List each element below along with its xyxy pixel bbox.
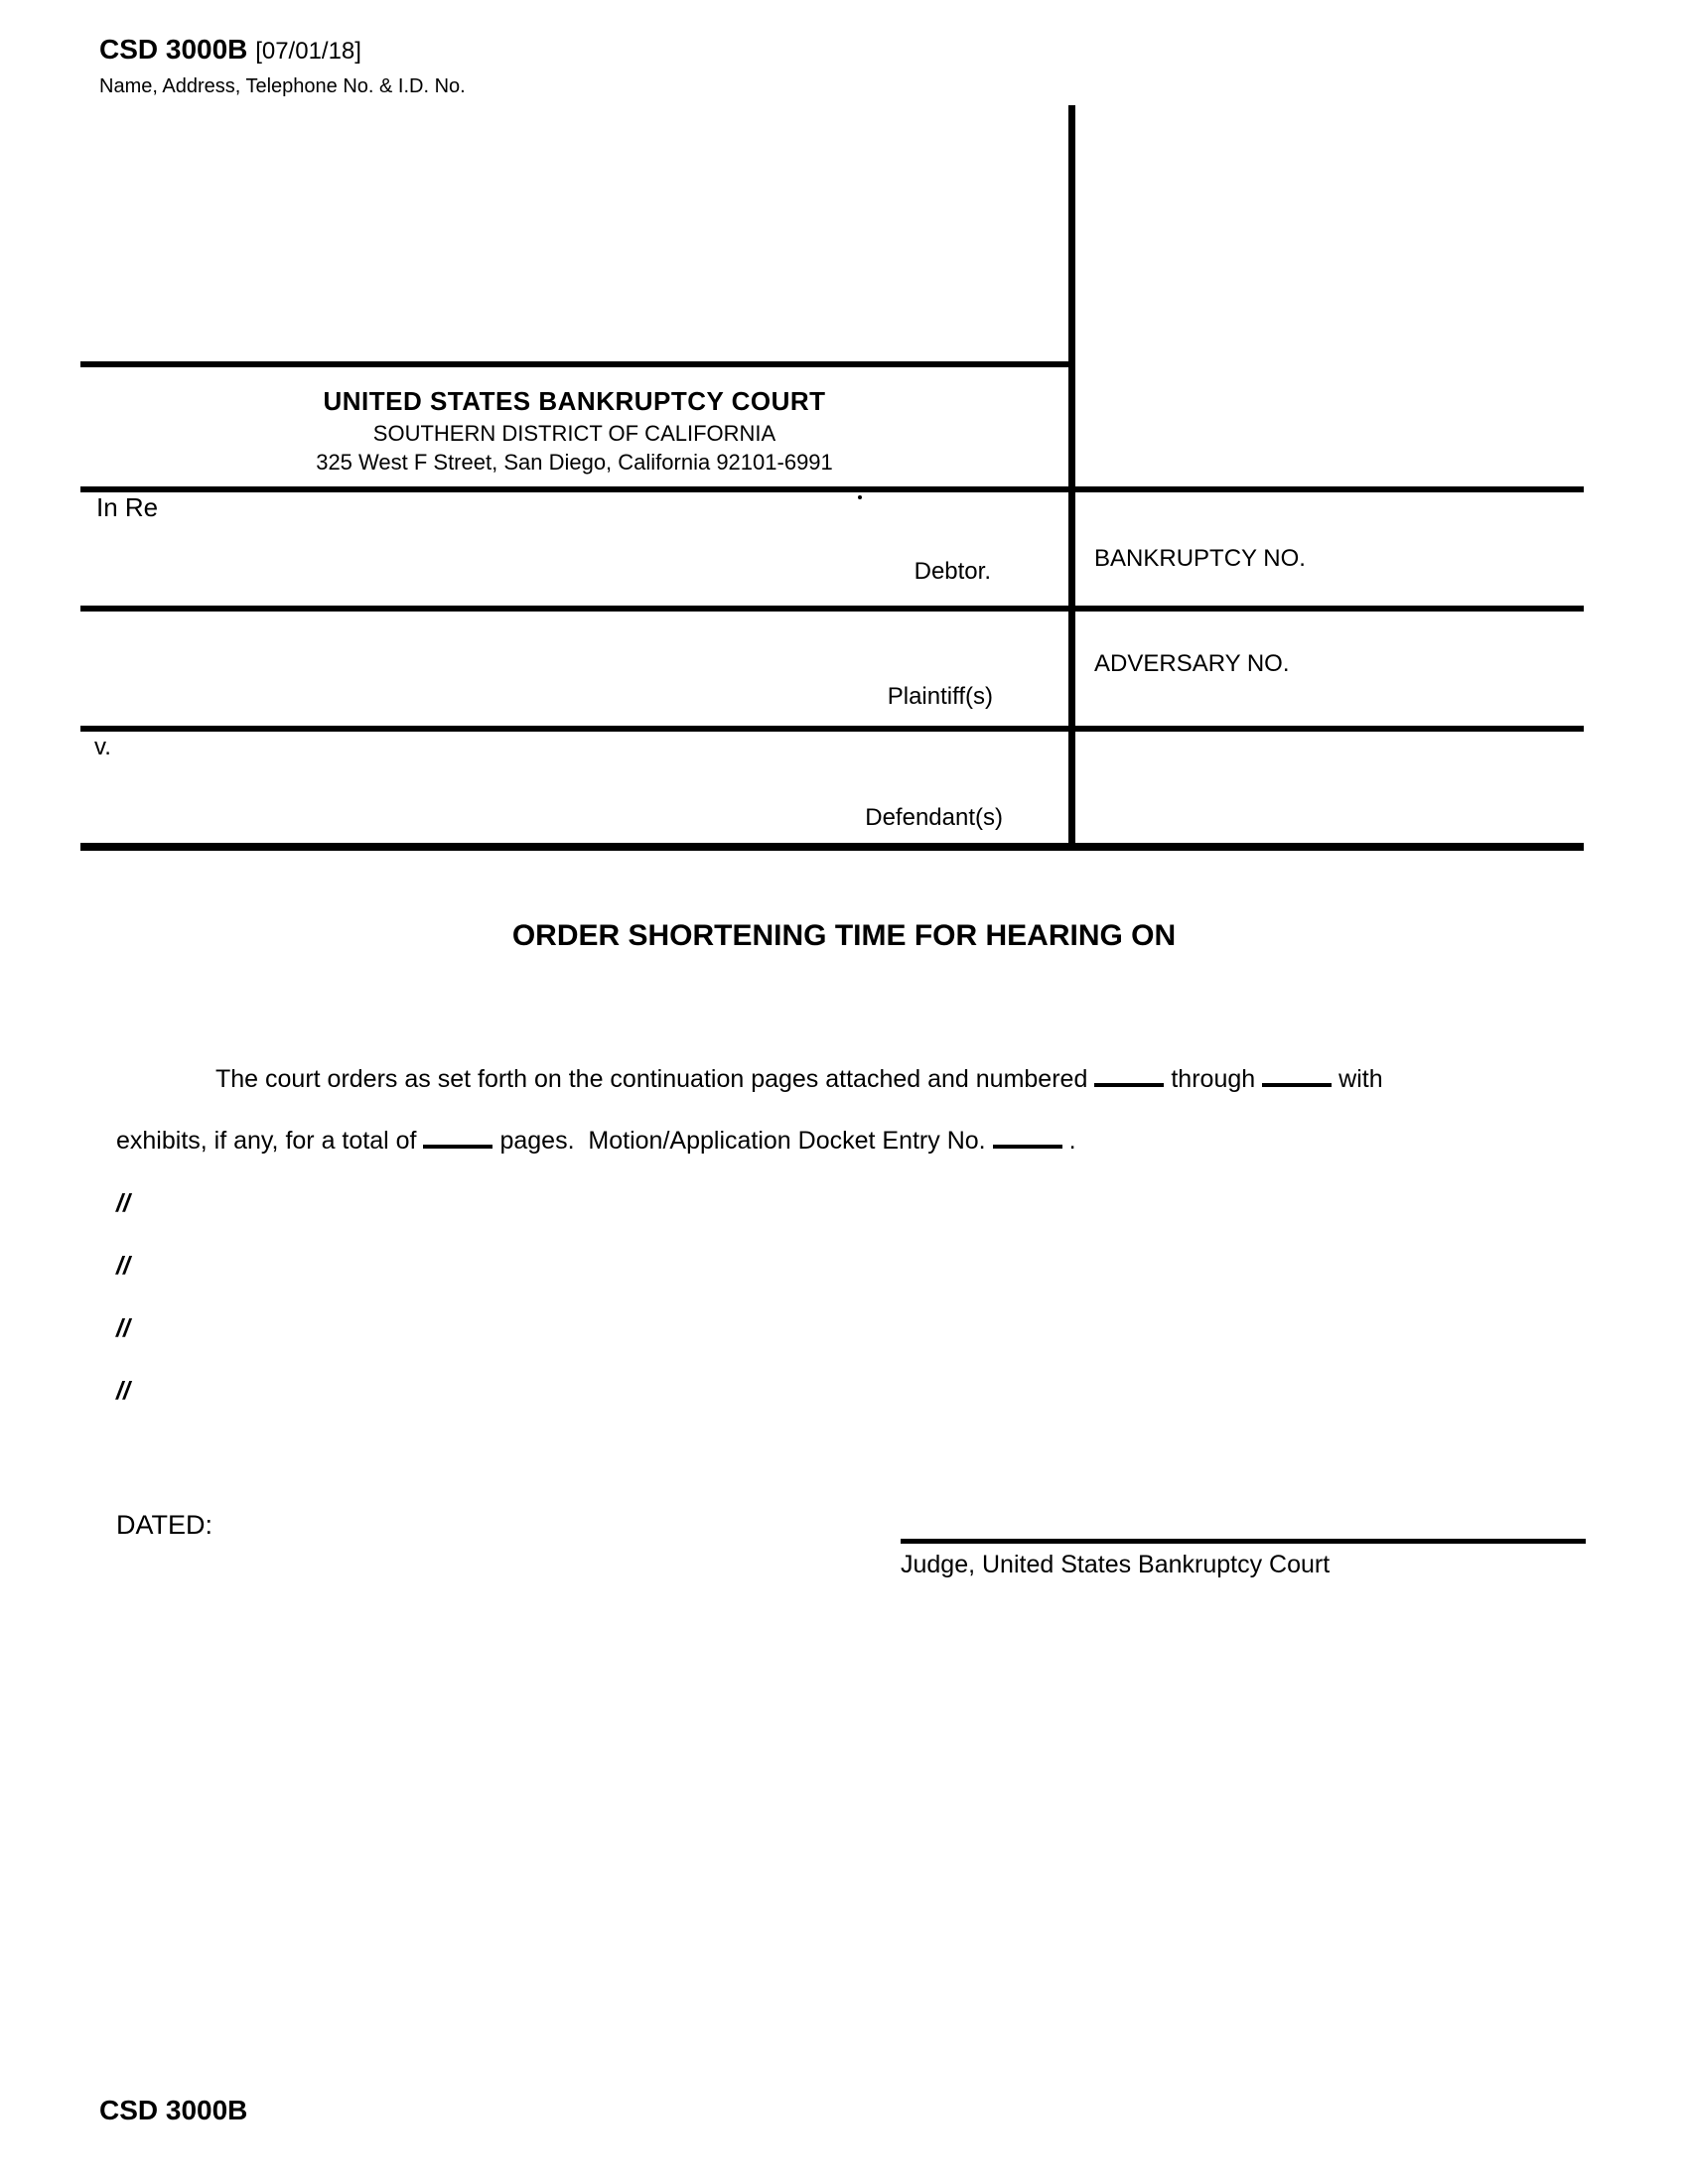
form-number: CSD 3000B [99, 34, 248, 65]
debtor-label: Debtor. [914, 558, 991, 585]
order-body-text: through [1171, 1065, 1256, 1093]
order-body-line1 [215, 1065, 1383, 1094]
plaintiff-label: Plaintiff(s) [887, 683, 993, 710]
docket-entry-no-blank[interactable] [993, 1141, 1062, 1149]
adversary-no-label: ADVERSARY NO. [1094, 650, 1290, 677]
continuation-mark: // [116, 1189, 130, 1217]
caption-rule-row2 [80, 606, 1584, 612]
court-heading [80, 386, 1068, 476]
order-body-text: exhibits, if any, for a total of [116, 1127, 417, 1155]
caption-rule-row3 [80, 726, 1584, 732]
versus-label: v. [94, 734, 111, 760]
judge-signature-line[interactable] [901, 1539, 1586, 1544]
order-title: ORDER SHORTENING TIME FOR HEARING ON [511, 919, 1177, 952]
continuation-mark: // [116, 1377, 130, 1405]
court-name: UNITED STATES BANKRUPTCY COURT [323, 386, 826, 416]
caption-rule-row1 [80, 486, 1584, 492]
court-box-top-rule [80, 361, 1068, 367]
order-body-text: . [1068, 1127, 1076, 1155]
defendant-label: Defendant(s) [865, 804, 1003, 831]
continuation-mark: // [116, 1314, 130, 1342]
court-address: 325 West F Street, San Diego, California 92101-6991 [316, 450, 833, 475]
stray-dot [858, 495, 862, 499]
footer-form-number: CSD 3000B [99, 2095, 248, 2125]
caption-vertical-divider [1068, 105, 1075, 850]
total-pages-blank[interactable] [423, 1141, 492, 1149]
pages-to-blank[interactable] [1262, 1079, 1332, 1087]
order-body-line2 [116, 1127, 1076, 1156]
pages-from-blank[interactable] [1094, 1079, 1164, 1087]
order-body-text: with [1338, 1065, 1383, 1093]
order-body-text: pages. Motion/Application Docket Entry No. [499, 1127, 986, 1155]
continuation-mark: // [116, 1252, 130, 1280]
judge-title-label: Judge, United States Bankruptcy Court [901, 1551, 1331, 1578]
order-body-text: The court orders as set forth on the continuation pages attached and numbered [215, 1065, 1088, 1093]
dated-label: DATED: [116, 1510, 213, 1540]
court-district: SOUTHERN DISTRICT OF CALIFORNIA [372, 421, 776, 446]
caption-rule-bottom [80, 843, 1584, 851]
bankruptcy-no-label: BANKRUPTCY NO. [1094, 545, 1306, 572]
form-revision-date: [07/01/18] [255, 38, 361, 65]
name-address-caption: Name, Address, Telephone No. & I.D. No. [99, 75, 466, 97]
form-number-heading [99, 34, 361, 66]
in-re-label: In Re [96, 492, 159, 522]
